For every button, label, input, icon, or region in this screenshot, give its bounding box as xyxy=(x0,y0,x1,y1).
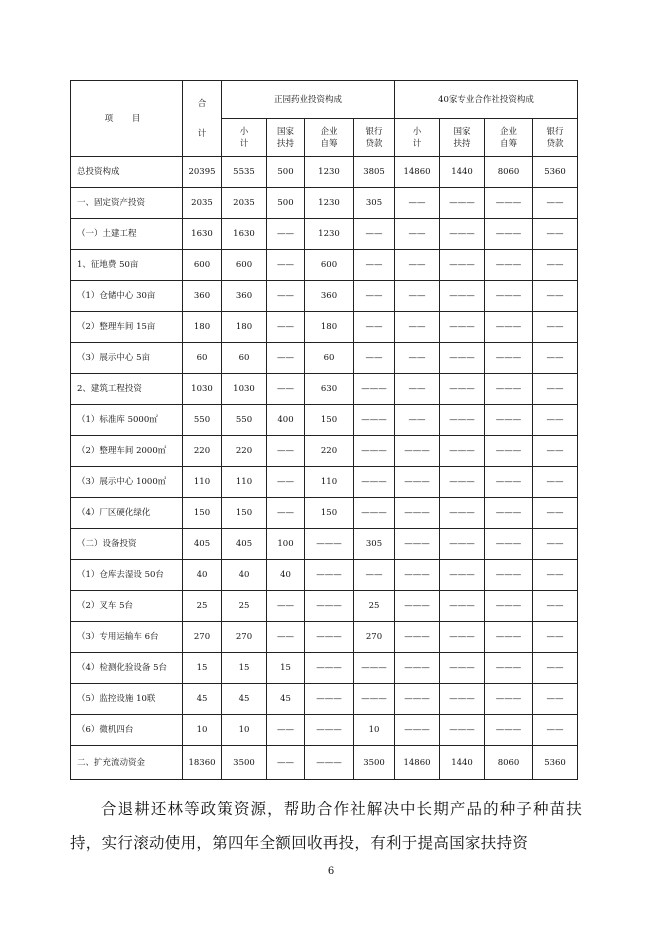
table-row xyxy=(71,281,578,312)
row-item-cell: （二）设备投资 xyxy=(71,529,183,560)
row-value-cell: —— xyxy=(395,219,440,250)
subheader-cell xyxy=(267,119,305,157)
row-value-cell: —— xyxy=(533,467,578,498)
row-value-cell: ——— xyxy=(354,684,395,715)
row-value-cell: 400 xyxy=(267,405,305,436)
row-value-cell: —— xyxy=(533,684,578,715)
row-value-cell: 10 xyxy=(354,715,395,746)
row-value-cell: —— xyxy=(395,250,440,281)
row-value-cell: 110 xyxy=(305,467,354,498)
row-value-cell: ——— xyxy=(440,591,485,622)
row-value-cell: ——— xyxy=(395,684,440,715)
row-value-cell: 40 xyxy=(222,560,267,591)
row-value-cell: ——— xyxy=(305,653,354,684)
row-value-cell: 220 xyxy=(183,436,222,467)
row-item-cell: （3）展示中心 5亩 xyxy=(71,343,183,374)
row-value-cell: —— xyxy=(354,560,395,591)
row-value-cell: ——— xyxy=(395,591,440,622)
row-value-cell: ——— xyxy=(305,591,354,622)
row-value-cell: 600 xyxy=(222,250,267,281)
table-row xyxy=(71,343,578,374)
row-value-cell: ——— xyxy=(395,498,440,529)
row-value-cell: ——— xyxy=(485,684,533,715)
subheader-line: 企业 xyxy=(320,126,338,137)
row-value-cell: ——— xyxy=(440,374,485,405)
subheader-line: 计 xyxy=(412,138,422,149)
table-row xyxy=(71,436,578,467)
row-value-cell: —— xyxy=(395,405,440,436)
table-row xyxy=(71,405,578,436)
row-value-cell: 60 xyxy=(183,343,222,374)
row-value-cell: ——— xyxy=(354,653,395,684)
row-value-cell: —— xyxy=(533,436,578,467)
investment-table xyxy=(70,80,578,780)
row-value-cell: —— xyxy=(354,219,395,250)
row-value-cell: 180 xyxy=(222,312,267,343)
row-value-cell: ——— xyxy=(305,529,354,560)
row-value-cell: —— xyxy=(267,746,305,780)
row-value-cell: —— xyxy=(267,343,305,374)
subheader-line: 自筹 xyxy=(320,138,338,149)
row-value-cell: 305 xyxy=(354,188,395,219)
row-item-cell: （一）土建工程 xyxy=(71,219,183,250)
row-item-cell: （2）整理车间 15亩 xyxy=(71,312,183,343)
row-value-cell: —— xyxy=(395,188,440,219)
subheader-line: 银行 xyxy=(365,126,383,137)
row-value-cell: —— xyxy=(533,312,578,343)
header-group-cooperatives: 40家专业合作社投资构成 xyxy=(395,81,578,119)
row-value-cell: 360 xyxy=(305,281,354,312)
row-value-cell: 100 xyxy=(267,529,305,560)
row-value-cell: ——— xyxy=(305,560,354,591)
row-value-cell: 550 xyxy=(222,405,267,436)
row-value-cell: 5360 xyxy=(533,746,578,780)
row-item-cell: （3）专用运输车 6台 xyxy=(71,622,183,653)
row-value-cell: ——— xyxy=(485,281,533,312)
row-value-cell: 20395 xyxy=(183,157,222,188)
row-value-cell: —— xyxy=(395,281,440,312)
row-value-cell: —— xyxy=(533,281,578,312)
row-value-cell: ——— xyxy=(440,653,485,684)
row-value-cell: ——— xyxy=(440,188,485,219)
row-item-cell: （3）展示中心 1000㎡ xyxy=(71,467,183,498)
row-item-cell: 二、扩充流动资金 xyxy=(71,746,183,780)
row-value-cell: 18360 xyxy=(183,746,222,780)
row-value-cell: ——— xyxy=(305,715,354,746)
row-value-cell: 1630 xyxy=(222,219,267,250)
page-number: 6 xyxy=(327,866,335,877)
row-item-cell: （4）检测化验设备 5台 xyxy=(71,653,183,684)
row-value-cell: —— xyxy=(533,250,578,281)
row-value-cell: —— xyxy=(267,436,305,467)
row-value-cell: 1230 xyxy=(305,157,354,188)
row-value-cell: —— xyxy=(395,312,440,343)
row-value-cell: 270 xyxy=(183,622,222,653)
row-value-cell: 305 xyxy=(354,529,395,560)
row-value-cell: —— xyxy=(533,715,578,746)
subheader-line: 扶持 xyxy=(276,138,294,149)
subheader-cell xyxy=(533,119,578,157)
row-value-cell: 600 xyxy=(305,250,354,281)
table-row xyxy=(71,653,578,684)
row-value-cell: 60 xyxy=(222,343,267,374)
row-value-cell: 500 xyxy=(267,188,305,219)
row-value-cell: —— xyxy=(533,219,578,250)
row-value-cell: 1630 xyxy=(183,219,222,250)
row-value-cell: 45 xyxy=(267,684,305,715)
row-value-cell: ——— xyxy=(305,684,354,715)
table-row xyxy=(71,684,578,715)
row-value-cell: 150 xyxy=(222,498,267,529)
subheader-line: 国家 xyxy=(453,126,471,137)
subheader-line: 企业 xyxy=(500,126,518,137)
row-value-cell: ——— xyxy=(440,219,485,250)
row-value-cell: 5535 xyxy=(222,157,267,188)
table-row xyxy=(71,312,578,343)
row-value-cell: 3500 xyxy=(354,746,395,780)
row-value-cell: —— xyxy=(533,560,578,591)
row-value-cell: —— xyxy=(533,529,578,560)
row-value-cell: 8060 xyxy=(485,746,533,780)
row-value-cell: 405 xyxy=(183,529,222,560)
subheader-cell xyxy=(305,119,354,157)
row-value-cell: 110 xyxy=(183,467,222,498)
row-value-cell: ——— xyxy=(485,498,533,529)
row-value-cell: ——— xyxy=(395,529,440,560)
row-value-cell: ——— xyxy=(440,343,485,374)
subheader-cell xyxy=(440,119,485,157)
table-row xyxy=(71,157,578,188)
row-item-cell: （5）监控设施 10联 xyxy=(71,684,183,715)
row-value-cell: —— xyxy=(354,312,395,343)
row-value-cell: 1440 xyxy=(440,746,485,780)
row-value-cell: ——— xyxy=(485,715,533,746)
row-value-cell: —— xyxy=(533,653,578,684)
row-value-cell: ——— xyxy=(440,467,485,498)
table-row xyxy=(71,498,578,529)
subheader-line: 贷款 xyxy=(365,138,383,149)
row-value-cell: —— xyxy=(533,405,578,436)
table-row xyxy=(71,188,578,219)
subheader-line: 自筹 xyxy=(500,138,518,149)
row-item-cell: （1）仓库去湿设 50台 xyxy=(71,560,183,591)
row-value-cell: ——— xyxy=(440,529,485,560)
row-value-cell: 180 xyxy=(305,312,354,343)
row-value-cell: 360 xyxy=(183,281,222,312)
row-value-cell: ——— xyxy=(485,436,533,467)
row-value-cell: ——— xyxy=(485,591,533,622)
row-value-cell: 150 xyxy=(305,405,354,436)
table-row xyxy=(71,374,578,405)
row-value-cell: ——— xyxy=(485,250,533,281)
row-value-cell: ——— xyxy=(485,219,533,250)
row-value-cell: —— xyxy=(533,498,578,529)
row-value-cell: —— xyxy=(533,591,578,622)
table-row xyxy=(71,746,578,780)
row-value-cell: 15 xyxy=(183,653,222,684)
table-row xyxy=(71,622,578,653)
row-value-cell: 360 xyxy=(222,281,267,312)
row-value-cell: —— xyxy=(267,281,305,312)
row-value-cell: ——— xyxy=(485,622,533,653)
header-group-zhengyuan: 正园药业投资构成 xyxy=(222,81,395,119)
row-value-cell: —— xyxy=(267,374,305,405)
row-value-cell: 25 xyxy=(354,591,395,622)
subheader-cell xyxy=(395,119,440,157)
row-value-cell: ——— xyxy=(305,622,354,653)
subheader-cell xyxy=(354,119,395,157)
row-item-cell: 1、征地费 50亩 xyxy=(71,250,183,281)
row-value-cell: ——— xyxy=(485,529,533,560)
row-value-cell: ——— xyxy=(440,405,485,436)
row-item-cell: （1）标准库 5000㎡ xyxy=(71,405,183,436)
row-value-cell: —— xyxy=(267,250,305,281)
row-value-cell: 15 xyxy=(267,653,305,684)
row-value-cell: 8060 xyxy=(485,157,533,188)
row-value-cell: 110 xyxy=(222,467,267,498)
row-value-cell: 45 xyxy=(222,684,267,715)
table-header-row xyxy=(71,81,578,119)
row-value-cell: —— xyxy=(533,622,578,653)
row-value-cell: ——— xyxy=(395,467,440,498)
row-value-cell: 40 xyxy=(267,560,305,591)
row-value-cell: 2035 xyxy=(222,188,267,219)
row-value-cell: —— xyxy=(354,281,395,312)
row-value-cell: ——— xyxy=(354,436,395,467)
row-value-cell: —— xyxy=(533,374,578,405)
row-value-cell: ——— xyxy=(395,653,440,684)
table-row xyxy=(71,467,578,498)
subheader-line: 国家 xyxy=(276,126,294,137)
header-item-cell: 项 目 xyxy=(71,81,183,157)
row-value-cell: ——— xyxy=(354,374,395,405)
row-value-cell: —— xyxy=(395,343,440,374)
row-value-cell: 270 xyxy=(222,622,267,653)
row-value-cell: 40 xyxy=(183,560,222,591)
row-value-cell: 630 xyxy=(305,374,354,405)
row-value-cell: ——— xyxy=(395,560,440,591)
row-item-cell: （1）仓储中心 30亩 xyxy=(71,281,183,312)
row-value-cell: ——— xyxy=(305,746,354,780)
subheader-cell xyxy=(222,119,267,157)
row-value-cell: ——— xyxy=(395,715,440,746)
row-item-cell: （2）叉车 5台 xyxy=(71,591,183,622)
row-value-cell: 14860 xyxy=(395,157,440,188)
row-value-cell: ——— xyxy=(440,715,485,746)
row-value-cell: ——— xyxy=(485,405,533,436)
table-row xyxy=(71,219,578,250)
row-value-cell: —— xyxy=(267,715,305,746)
header-total-bottom: 计 xyxy=(197,128,207,139)
header-total-cell xyxy=(183,81,222,157)
row-value-cell: ——— xyxy=(354,498,395,529)
row-value-cell: 1440 xyxy=(440,157,485,188)
table-row xyxy=(71,715,578,746)
subheader-line: 贷款 xyxy=(546,138,564,149)
row-value-cell: ——— xyxy=(440,436,485,467)
subheader-line: 小 xyxy=(239,126,249,137)
header-total-top: 合 xyxy=(197,98,207,109)
row-value-cell: 10 xyxy=(183,715,222,746)
row-value-cell: 150 xyxy=(183,498,222,529)
row-value-cell: —— xyxy=(354,343,395,374)
row-value-cell: —— xyxy=(267,591,305,622)
row-value-cell: —— xyxy=(533,343,578,374)
row-value-cell: 550 xyxy=(183,405,222,436)
row-value-cell: ——— xyxy=(440,250,485,281)
row-value-cell: 60 xyxy=(305,343,354,374)
row-value-cell: 5360 xyxy=(533,157,578,188)
row-value-cell: ——— xyxy=(485,343,533,374)
row-value-cell: 150 xyxy=(305,498,354,529)
row-value-cell: 1230 xyxy=(305,219,354,250)
row-value-cell: —— xyxy=(395,374,440,405)
row-value-cell: 3805 xyxy=(354,157,395,188)
row-value-cell: 270 xyxy=(354,622,395,653)
row-value-cell: ——— xyxy=(485,653,533,684)
row-value-cell: ——— xyxy=(395,622,440,653)
row-value-cell: 25 xyxy=(183,591,222,622)
subheader-cell xyxy=(485,119,533,157)
body-paragraph: 合退耕还林等政策资源，帮助合作社解决中长期产品的种子种苗扶持，实行滚动使用，第四年全额回收再投，有利于提高国家扶持资 xyxy=(70,800,582,852)
row-value-cell: ——— xyxy=(440,312,485,343)
row-value-cell: 1230 xyxy=(305,188,354,219)
row-value-cell: 2035 xyxy=(183,188,222,219)
row-value-cell: ——— xyxy=(485,188,533,219)
row-value-cell: 405 xyxy=(222,529,267,560)
row-value-cell: —— xyxy=(354,250,395,281)
row-value-cell: 10 xyxy=(222,715,267,746)
subheader-line: 小 xyxy=(412,126,422,137)
row-value-cell: 1030 xyxy=(222,374,267,405)
row-item-cell: （2）整理车间 2000㎡ xyxy=(71,436,183,467)
row-value-cell: 600 xyxy=(183,250,222,281)
row-value-cell: ——— xyxy=(440,622,485,653)
table-row xyxy=(71,560,578,591)
row-value-cell: —— xyxy=(267,312,305,343)
row-item-cell: （6）微机四台 xyxy=(71,715,183,746)
row-value-cell: ——— xyxy=(440,560,485,591)
table-row xyxy=(71,591,578,622)
row-value-cell: 220 xyxy=(305,436,354,467)
subheader-line: 扶持 xyxy=(453,138,471,149)
row-value-cell: ——— xyxy=(395,436,440,467)
row-value-cell: ——— xyxy=(485,467,533,498)
row-value-cell: —— xyxy=(267,219,305,250)
row-value-cell: —— xyxy=(267,622,305,653)
row-value-cell: 3500 xyxy=(222,746,267,780)
row-value-cell: —— xyxy=(533,188,578,219)
row-value-cell: 45 xyxy=(183,684,222,715)
row-item-cell: 2、建筑工程投资 xyxy=(71,374,183,405)
row-value-cell: 1030 xyxy=(183,374,222,405)
row-value-cell: 220 xyxy=(222,436,267,467)
row-value-cell: —— xyxy=(267,467,305,498)
row-value-cell: 180 xyxy=(183,312,222,343)
row-value-cell: ——— xyxy=(485,560,533,591)
row-value-cell: ——— xyxy=(354,405,395,436)
table-row xyxy=(71,529,578,560)
subheader-line: 计 xyxy=(239,138,249,149)
row-item-cell: （4）厂区硬化绿化 xyxy=(71,498,183,529)
row-value-cell: 14860 xyxy=(395,746,440,780)
row-value-cell: 500 xyxy=(267,157,305,188)
row-value-cell: ——— xyxy=(354,467,395,498)
row-value-cell: 25 xyxy=(222,591,267,622)
row-value-cell: ——— xyxy=(440,498,485,529)
row-value-cell: ——— xyxy=(485,374,533,405)
row-item-cell: 一、固定资产投资 xyxy=(71,188,183,219)
table-body xyxy=(71,157,578,780)
subheader-line: 银行 xyxy=(546,126,564,137)
row-value-cell: ——— xyxy=(440,684,485,715)
row-value-cell: ——— xyxy=(485,312,533,343)
row-item-cell: 总投资构成 xyxy=(71,157,183,188)
row-value-cell: —— xyxy=(267,498,305,529)
row-value-cell: ——— xyxy=(440,281,485,312)
table-row xyxy=(71,250,578,281)
row-value-cell: 15 xyxy=(222,653,267,684)
